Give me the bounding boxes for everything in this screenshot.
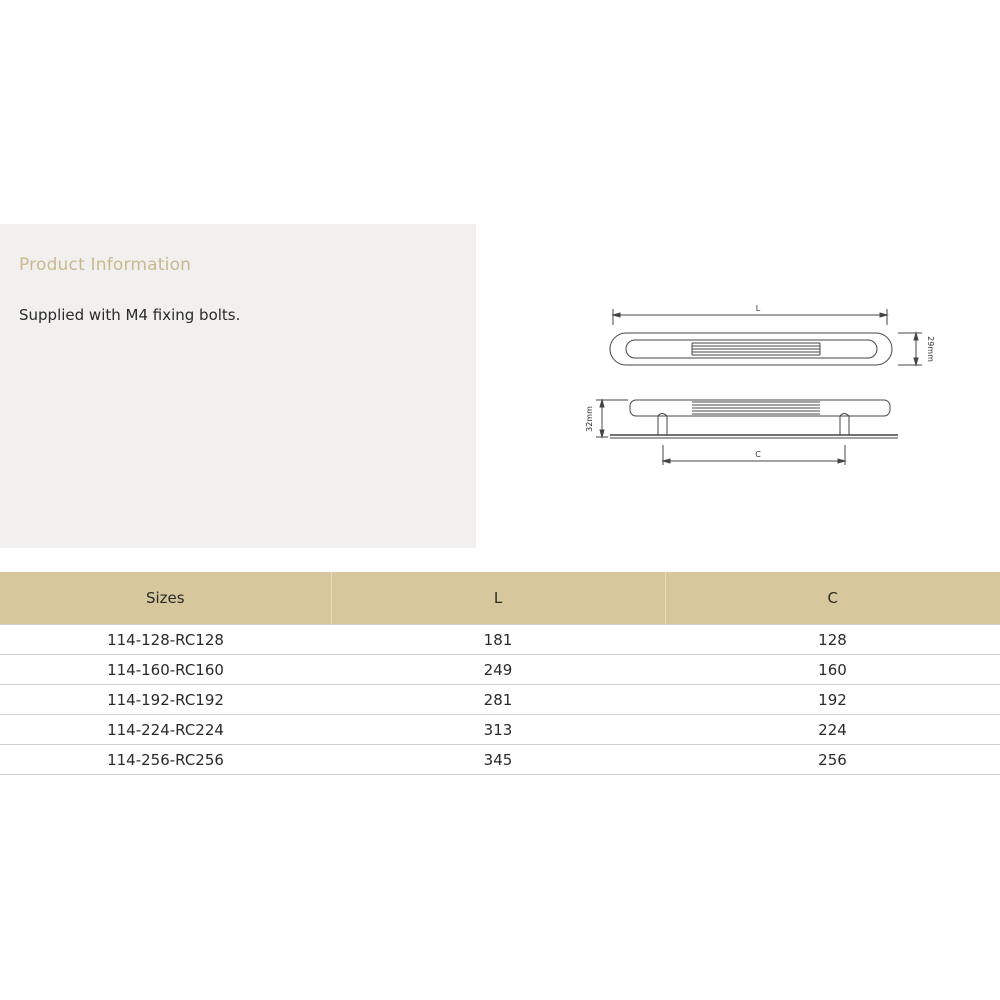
height-label: 29mm	[926, 336, 935, 362]
product-info-description: Supplied with M4 fixing bolts.	[19, 306, 241, 324]
sizes-table	[0, 572, 1000, 775]
cell-centres: 224	[665, 715, 1000, 745]
right-post	[840, 414, 849, 436]
header-sizes: Sizes	[0, 572, 331, 625]
cell-size: 114-256-RC256	[0, 745, 331, 775]
cell-size: 114-224-RC224	[0, 715, 331, 745]
centres-label: C	[755, 450, 761, 459]
table-row	[0, 655, 1000, 685]
grip-grooves-side	[692, 402, 820, 414]
cell-length: 181	[331, 625, 665, 655]
left-post	[658, 414, 667, 436]
cell-length: 313	[331, 715, 665, 745]
table-header-row	[0, 572, 1000, 625]
table-row	[0, 715, 1000, 745]
cell-length: 345	[331, 745, 665, 775]
cell-length: 281	[331, 685, 665, 715]
projection-label: 32mm	[585, 406, 594, 432]
cell-length: 249	[331, 655, 665, 685]
cell-centres: 256	[665, 745, 1000, 775]
header-length: L	[331, 572, 665, 625]
product-info-title: Product Information	[19, 255, 192, 275]
table-row	[0, 745, 1000, 775]
cell-size: 114-192-RC192	[0, 685, 331, 715]
handle-dimension-diagram	[580, 295, 960, 475]
header-centres: C	[665, 572, 1000, 625]
cell-centres: 160	[665, 655, 1000, 685]
cell-size: 114-160-RC160	[0, 655, 331, 685]
cell-centres: 192	[665, 685, 1000, 715]
table-row	[0, 685, 1000, 715]
length-label: L	[755, 304, 761, 313]
table-row	[0, 625, 1000, 655]
grip-grooves-top	[692, 343, 820, 355]
cell-centres: 128	[665, 625, 1000, 655]
cell-size: 114-128-RC128	[0, 625, 331, 655]
